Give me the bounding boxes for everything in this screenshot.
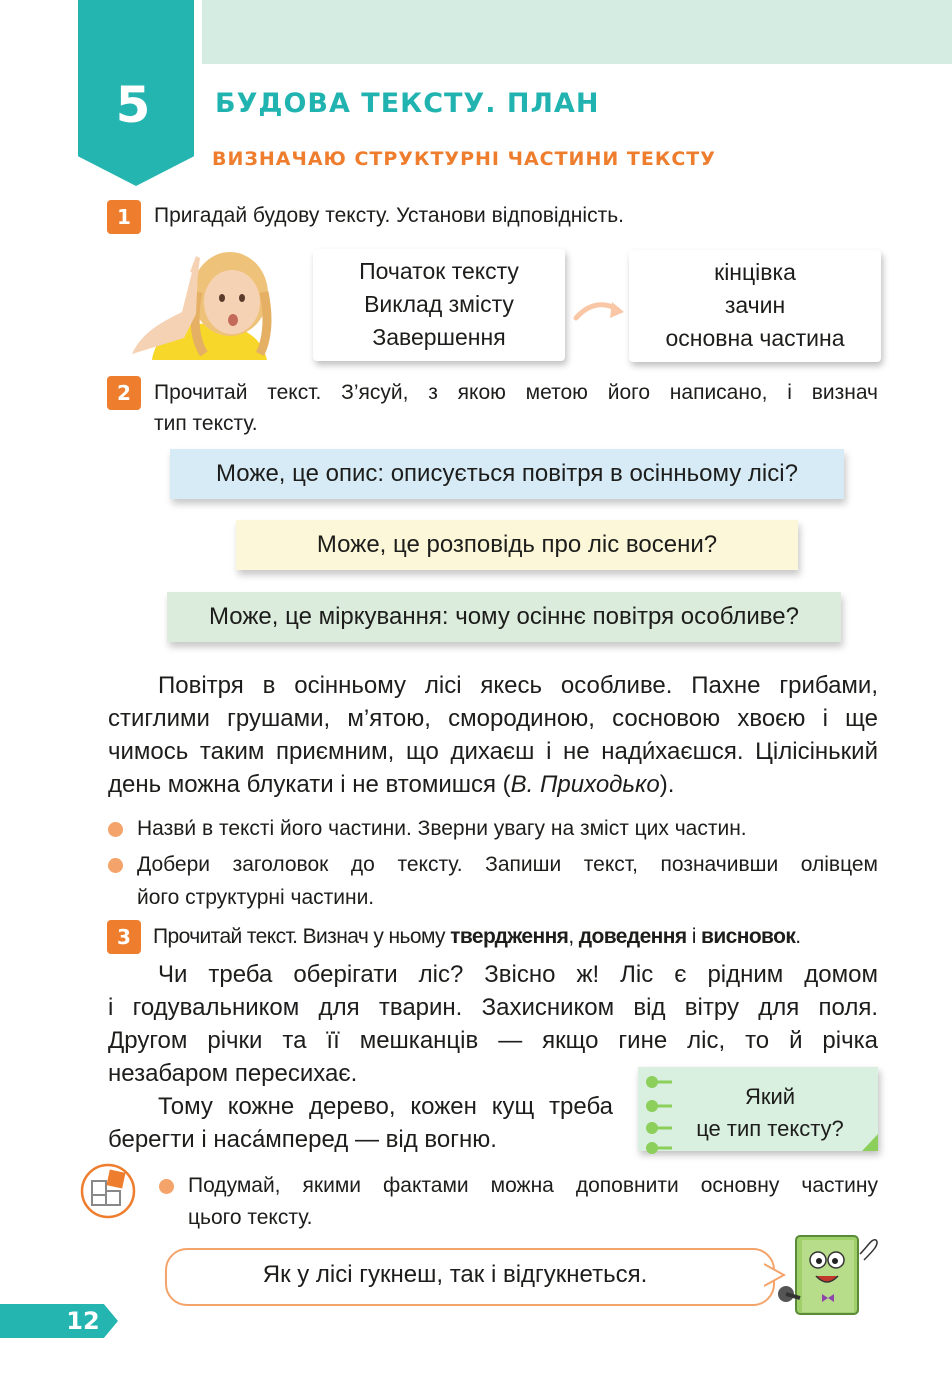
bullet-facts-line1: Подумай, якими фактами можна доповнити основну частину (188, 1174, 878, 1197)
passage-line: Повітря в осінньому лісі якесь особливе. Пахне грибами, (158, 672, 878, 699)
passage-author: В. Приходько (510, 771, 660, 798)
header-band (202, 0, 952, 64)
keyword-conclusion: висновок (701, 925, 796, 948)
passage-line: чимось таким приємним, що дихаєш і не нади́хаєшся. Цілісінький (108, 738, 878, 765)
bullet-dot (108, 822, 123, 837)
card-item: основна частина (665, 325, 845, 351)
task-2-text-line2: тип тексту. (154, 412, 258, 435)
task-2-text-line1: Прочитай текст. З’ясуй, з якою метою його написано, і визнач (154, 381, 878, 404)
proverb-text: Як у лісі гукнеш, так і відгукнеться. (262, 1261, 648, 1288)
bullet-name-parts: Назви́ в тексті його частини. Зверни увагу на зміст цих частин. (137, 817, 747, 840)
girl-pointing-illustration (112, 242, 272, 360)
bullet-title-line1: Добери заголовок до тексту. Запиши текст, позначивши олівцем (137, 853, 878, 876)
lesson-title: БУДОВА ТЕКСТУ. ПЛАН (215, 88, 600, 119)
question-description: Може, це опис: описується повітря в осінньому лісі? (170, 449, 844, 499)
bullet-dot (108, 858, 123, 873)
task-2-badge: 2 (107, 376, 141, 410)
passage-line: і годувальником для тварин. Захисником від вітру для поля. (108, 994, 878, 1021)
puzzle-icon (80, 1163, 136, 1219)
passage-line: Чи треба оберігати ліс? Звісно ж! Ліс є рідним домом (158, 961, 878, 988)
note-pins-icon (638, 1076, 674, 1156)
keyword-proof: доведення (578, 925, 687, 948)
card-item: Завершення (372, 324, 506, 350)
passage-line: Другом річки та її мешканців — якщо гине ліс, то й річка (108, 1027, 878, 1054)
question-reasoning: Може, це міркування: чому осіннє повітря особливе? (167, 592, 841, 642)
bullet-title-line2: його структурні частини. (137, 886, 375, 909)
bullet-dot (159, 1179, 174, 1194)
task-1-badge: 1 (107, 200, 141, 234)
card-part-names (629, 250, 881, 362)
card-item: Початок тексту (359, 258, 519, 284)
task-3-text: Прочитай текст. Визнач у ньому твердження, доведення і висновок. (153, 925, 801, 948)
arrow-icon (572, 296, 628, 326)
task-1-text: Пригадай будову тексту. Установи відповідність. (154, 204, 624, 227)
passage-line: стиглими грушами, м’ятою, смородиною, сосновою хвоєю і ще (108, 705, 878, 732)
bullet-facts-line2: цього тексту. (188, 1206, 313, 1229)
passage-line: день можна блукати і не втомишся (В. Приходько). (108, 771, 675, 798)
card-item: зачин (724, 292, 786, 318)
card-item: Виклад змісту (364, 291, 514, 317)
card-text-parts (313, 249, 565, 361)
question-narration: Може, це розповідь про ліс восени? (236, 520, 798, 570)
task-3-badge: 3 (107, 920, 141, 954)
card-item: кінцівка (714, 259, 796, 285)
keyword-statement: твердження (450, 925, 569, 948)
note-text: Який це тип тексту? (696, 1084, 844, 1141)
lesson-number: 5 (115, 76, 151, 134)
page-number: 12 (66, 1307, 100, 1335)
passage-line: берегти і наса́мперед — від вогню. (108, 1126, 497, 1153)
passage-line: Тому кожне дерево, кожен кущ треба (158, 1093, 613, 1120)
passage-line: незабаром пересихає. (108, 1060, 358, 1087)
lesson-subtitle: ВИЗНАЧАЮ СТРУКТУРНІ ЧАСТИНИ ТЕКСТУ (212, 148, 716, 170)
book-character-illustration (772, 1228, 884, 1320)
